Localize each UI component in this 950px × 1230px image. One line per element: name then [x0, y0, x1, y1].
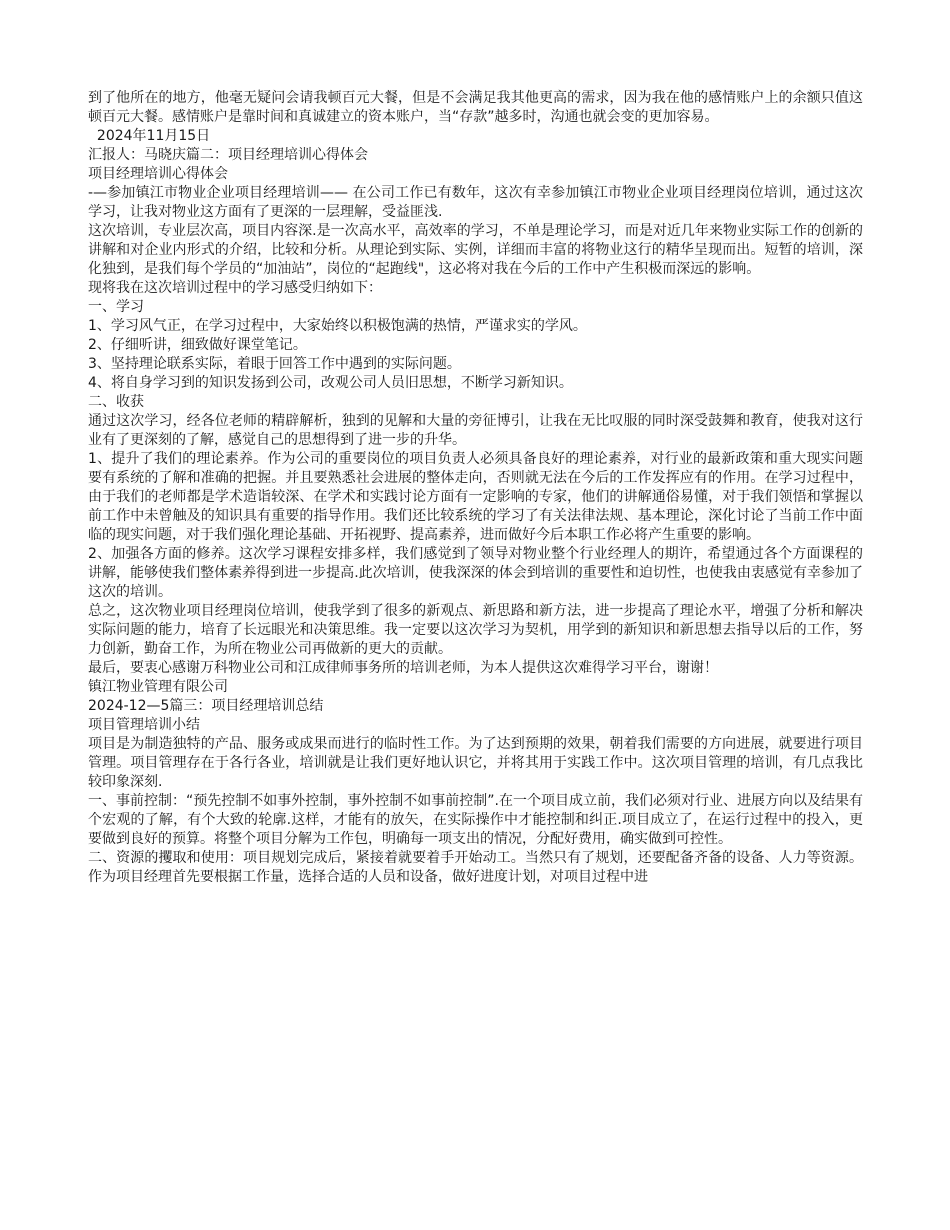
list-item: 4、将自身学习到的知识发扬到公司，改观公司人员旧思想，不断学习新知识。 [88, 375, 573, 391]
paragraph-prior-control: 一、事前控制：“预先控制不如事外控制，事外控制不如事前控制”.在一个项目成立前，我们必须对行业、进展方向以及结果有个宏观的了解，有个大致的轮廓.这样，才能有的放矢，在实际操作中才能控制和纠正.项目成立了，在运行过程中的投入，更要做到良好的预算。将整个项目分解为工作包，明确每一项支出的情况，分配好费用，确实做到可控性。 [88, 793, 863, 847]
company-name: 镇江物业管理有限公司 [88, 679, 228, 695]
heading-gains: 二、收获 [88, 394, 144, 410]
report-date: 2024年11月15日 [88, 128, 211, 144]
section-title: 项目经理培训心得体会 [88, 166, 228, 182]
paragraph-intro: -—参加镇江市物业企业项目经理培训—— 在公司工作已有数年，这次有幸参加镇江市物业企业项目经理岗位培训，通过这次学习，让我对物业这方面有了更深的一层理解，受益匪浅. [88, 185, 863, 220]
paragraph-project-definition: 项目是为制造独特的产品、服务或成果而进行的临时性工作。为了达到预期的效果，朝着我们需要的方向进展，就要进行项目管理。项目管理存在于各行各业，培训就是让我们更好地认识它，并将其用于实践工作中。这次项目管理的培训，有几点我比较印象深刻. [88, 736, 863, 790]
list-item: 1、学习风气正，在学习过程中，大家始终以积极饱满的热情，严谨求实的学风。 [88, 318, 587, 334]
paragraph-summary-lead: 现将我在这次培训过程中的学习感受归纳如下： [88, 280, 382, 296]
date-and-section-title: 2024-12—5篇三：项目经理培训总结 [88, 698, 324, 714]
paragraph-emotional-account: 到了他所在的地方，他毫无疑问会请我顿百元大餐，但是不会满足我其他更高的需求，因为我在他的感情账户上的余额只值这顿百元大餐。感情账户是靠时间和真诚建立的资本账户，当“存款”越多时，沟通也就会变的更加容易。 [88, 90, 863, 125]
list-item: 2、仔细听讲，细致做好课堂笔记。 [88, 337, 307, 353]
paragraph-cultivation: 2、加强各方面的修养。这次学习课程安排多样，我们感觉到了领导对物业整个行业经理人的期许，希望通过各个方面课程的讲解，能够使我们整体素养得到进一步提高.此次培训，使我深深的体会到培训的重要性和迫切性，也使我由衷感觉有幸参加了这次的培训。 [88, 546, 863, 600]
list-item: 3、坚持理论联系实际，着眼于回答工作中遇到的实际问题。 [88, 356, 461, 372]
section-title: 项目管理培训小结 [88, 717, 200, 733]
paragraph-gains-intro: 通过这次学习，经各位老师的精辟解析，独到的见解和大量的旁征博引，让我在无比叹服的同时深受鼓舞和教育，使我对这行业有了更深刻的了解，感觉自己的思想得到了进一步的升华。 [88, 413, 863, 448]
paragraph-resources: 二、资源的攫取和使用：项目规划完成后，紧接着就要着手开始动工。当然只有了规划，还要配备齐备的设备、人力等资源。作为项目经理首先要根据工作量，选择合适的人员和设备，做好进度计划，对项目过程中进 [88, 850, 863, 885]
paragraph-training-overview: 这次培训，专业层次高，项目内容深.是一次高水平，高效率的学习，不单是理论学习，而是对近几年来物业实际工作的创新的讲解和对企业内形式的介绍，比较和分析。从理论到实际、实例，详细而丰富的将物业这行的精华呈现而出。短暂的培训，深化独到，是我们每个学员的“加油站”，岗位的“起跑线"，这必将对我在今后的工作中产生积极而深远的影响。 [88, 223, 863, 277]
reporter-line: 汇报人：马晓庆篇二：项目经理培训心得体会 [88, 147, 368, 163]
paragraph-conclusion: 总之，这次物业项目经理岗位培训，使我学到了很多的新观点、新思路和新方法，进一步提高了理论水平，增强了分析和解决实际问题的能力，培育了长远眼光和决策思维。我一定要以这次学习为契机，用学到的新知识和新思想去指导以后的工作，努力创新，勤奋工作，为所在物业公司再做新的更大的贡献。 [88, 603, 863, 657]
paragraph-thanks: 最后，要衷心感谢万科物业公司和江成律师事务所的培训老师，为本人提供这次难得学习平台，谢谢！ [88, 660, 718, 676]
paragraph-theory: 1、提升了我们的理论素养。作为公司的重要岗位的项目负责人必须具备良好的理论素养，对行业的最新政策和重大现实问题要有系统的了解和准确的把握。并且要熟悉社会进展的整体走向，否则就无法在今后的工作发挥应有的作用。在学习过程中，由于我们的老师都是学术造诣较深、在学术和实践讨论方面有一定影响的专家，他们的讲解通俗易懂，对于我们领悟和掌握以前工作中未曾触及的知识具有重要的指导作用。我们还比较系统的学习了有关法律法规、基本理论，深化讨论了当前工作中面临的现实问题，对于我们强化理论基础、开拓视野、提高素养，进而做好今后本职工作必将产生重要的影响。 [88, 451, 863, 543]
heading-study: 一、学习 [88, 299, 144, 315]
document-body [88, 89, 863, 887]
